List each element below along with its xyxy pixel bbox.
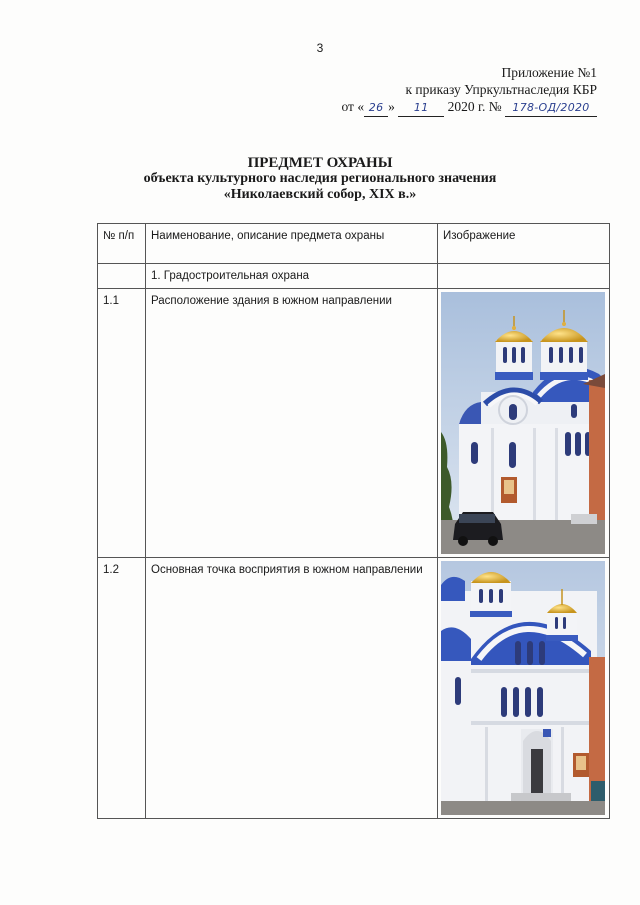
page-number: 3 bbox=[316, 41, 324, 55]
row-description: Основная точка восприятия в южном направлении bbox=[146, 558, 438, 819]
cathedral-south-photo bbox=[441, 292, 605, 554]
table-row bbox=[98, 289, 610, 558]
row-image-cell bbox=[438, 289, 610, 558]
annex-date-line bbox=[341, 98, 597, 117]
annex-order-line: к приказу Упркультнаследия КБР bbox=[405, 82, 597, 97]
header-image: Изображение bbox=[438, 224, 610, 264]
cathedral-main-view-photo bbox=[441, 561, 605, 815]
annex-title: Приложение №1 bbox=[501, 65, 597, 80]
handwritten-day: 26 bbox=[364, 99, 388, 117]
date-prefix: от « bbox=[341, 99, 365, 114]
heading-line3: «Николаевский собор, XIX в.» bbox=[223, 187, 417, 202]
quote-close: » bbox=[388, 99, 395, 114]
header-description: Наименование, описание предмета охраны bbox=[146, 224, 438, 264]
table-header-row bbox=[98, 224, 610, 264]
heading-line2: объекта культурного наследия регионального значения bbox=[143, 171, 497, 186]
handwritten-month: 11 bbox=[398, 99, 444, 117]
heading-title: ПРЕДМЕТ ОХРАНЫ bbox=[247, 155, 393, 171]
section-row bbox=[98, 264, 610, 289]
year-text: 2020 г. № bbox=[447, 99, 502, 114]
row-description: Расположение здания в южном направлении bbox=[146, 289, 438, 558]
row-number: 1.2 bbox=[98, 558, 146, 819]
row-number: 1.1 bbox=[98, 289, 146, 558]
handwritten-order-number: 178-ОД/2020 bbox=[505, 99, 597, 117]
table-row bbox=[98, 558, 610, 819]
document-heading bbox=[0, 155, 640, 203]
annex-block bbox=[341, 64, 597, 117]
header-num: № п/п bbox=[98, 224, 146, 264]
section-title: 1. Градостроительная охрана bbox=[146, 264, 438, 289]
row-image-cell bbox=[438, 558, 610, 819]
protection-table bbox=[97, 223, 610, 819]
